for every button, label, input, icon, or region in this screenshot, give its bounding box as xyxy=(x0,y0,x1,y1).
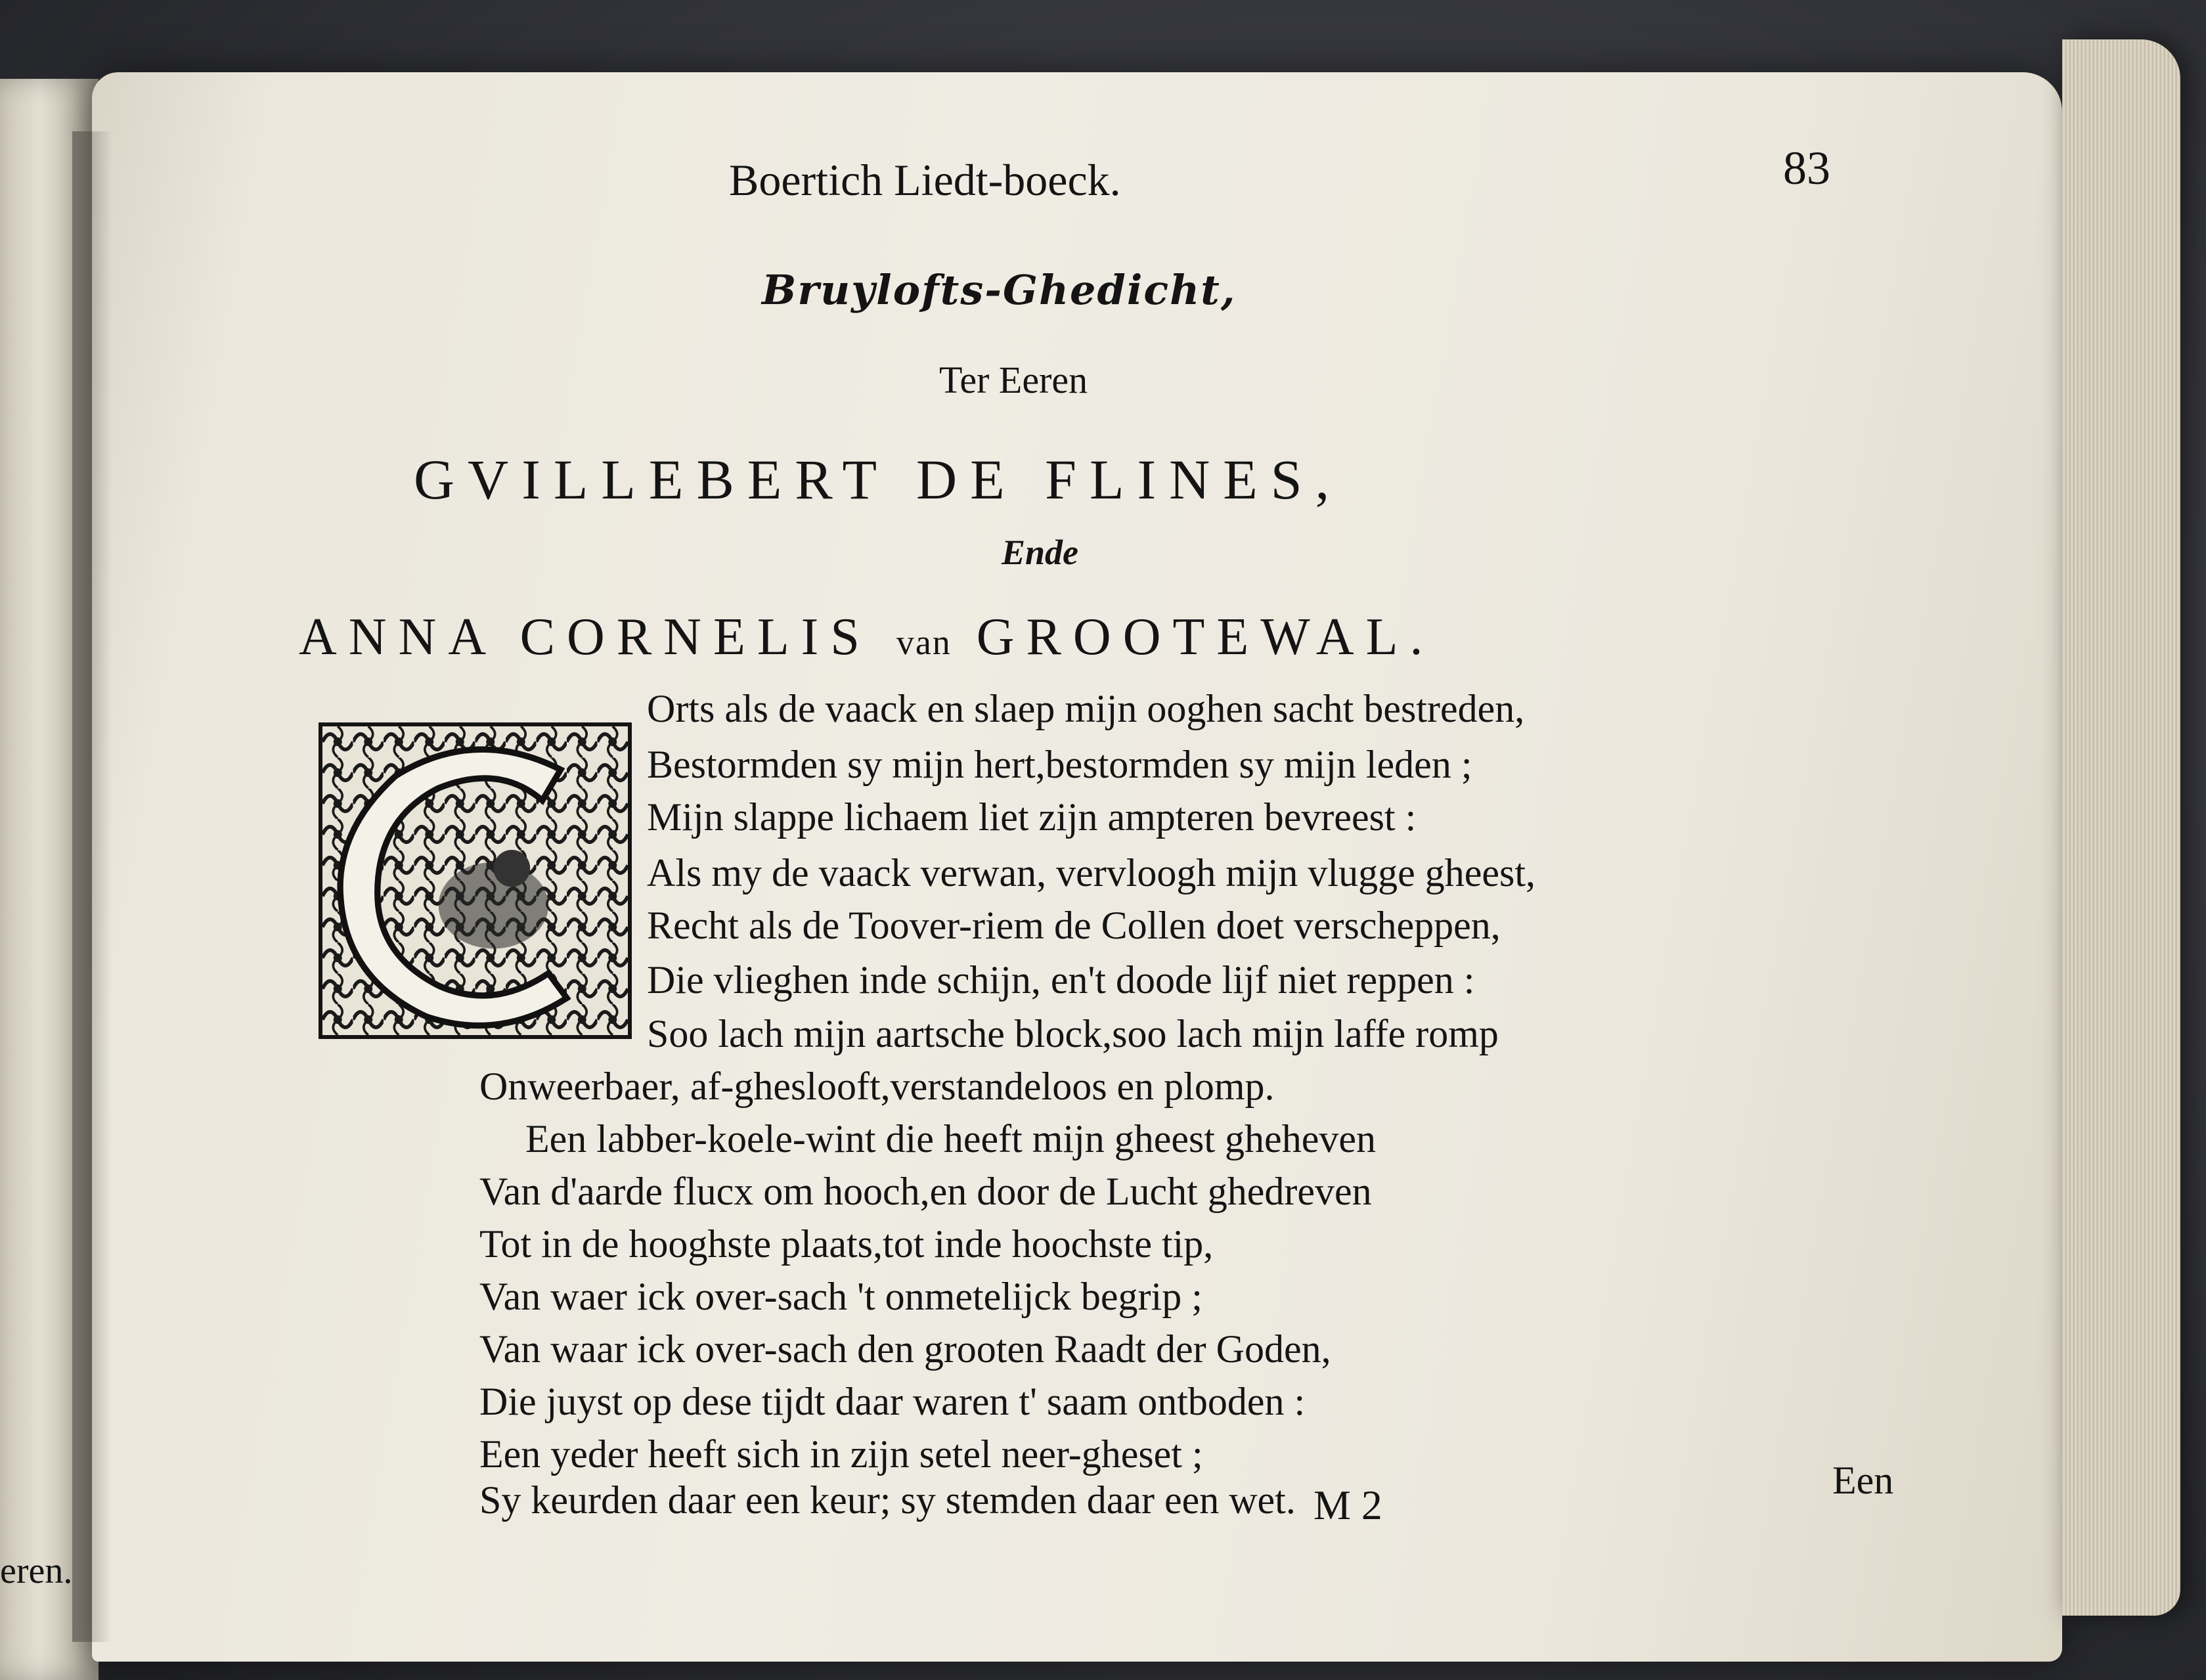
verse-line: Van d'aarde flucx om hooch,en door de Lucht ghedreven xyxy=(479,1170,1372,1213)
verse-line: Van waer ick over-sach 't onmetelijck begrip ; xyxy=(479,1275,1202,1318)
verse-line: Als my de vaack verwan, vervloogh mijn vlugge gheest, xyxy=(647,851,1535,895)
bride-name xyxy=(299,608,1434,667)
verse-line: Orts als de vaack en slaep mijn ooghen sacht bestreden, xyxy=(647,687,1525,730)
left-page-fragment: eren. xyxy=(0,1551,73,1591)
catchword: Een xyxy=(1832,1459,1894,1502)
verse-line: Die vlieghen inde schijn, en't doode lijf niet reppen : xyxy=(647,958,1475,1002)
running-head: Boertich Liedt-boeck. xyxy=(729,155,1121,205)
verse-line: Mijn slappe lichaem liet zijn ampteren bevreest : xyxy=(647,795,1417,839)
verse-line: Onweerbaer, af-gheslooft,verstandeloos en plomp. xyxy=(479,1065,1275,1108)
page-number: 83 xyxy=(1783,142,1830,194)
decorated-initial-c-icon xyxy=(319,722,632,1039)
blackletter-title: Bruylofts-Ghedicht, xyxy=(762,266,1237,314)
conjunction: Ende xyxy=(1002,533,1079,572)
bride-name-last: GROOTEWAL. xyxy=(976,608,1435,666)
dedication: Ter Eeren xyxy=(939,359,1088,401)
verse-line: Soo lach mijn aartsche block,soo lach mijn laffe romp xyxy=(647,1012,1499,1055)
verse-line: Die juyst op dese tijdt daar waren t' saam ontboden : xyxy=(479,1380,1306,1423)
verse-line: Sy keurden daar een keur; sy stemden daar een wet. xyxy=(479,1478,1296,1522)
verse-line: Een yeder heeft sich in zijn setel neer-gheset ; xyxy=(479,1432,1203,1476)
groom-name: GVILLEBERT DE FLINES, xyxy=(414,448,1343,511)
verse-line: Tot in de hooghste plaats,tot inde hoochste tip, xyxy=(479,1222,1214,1266)
bride-name-first: ANNA CORNELIS xyxy=(299,608,871,666)
page-edges xyxy=(2062,39,2180,1616)
verse-line: Recht als de Toover-riem de Collen doet verscheppen, xyxy=(647,904,1501,947)
verse-line: Bestormden sy mijn hert,bestormden sy mijn leden ; xyxy=(647,743,1472,786)
signature-mark: M 2 xyxy=(1313,1482,1382,1528)
verse-line: Een labber-koele-wint die heeft mijn gheest gheheven xyxy=(525,1117,1376,1161)
verse-line: Van waar ick over-sach den grooten Raadt der Goden, xyxy=(479,1327,1331,1371)
bride-name-van: van xyxy=(896,623,952,662)
book-gutter xyxy=(72,131,112,1642)
